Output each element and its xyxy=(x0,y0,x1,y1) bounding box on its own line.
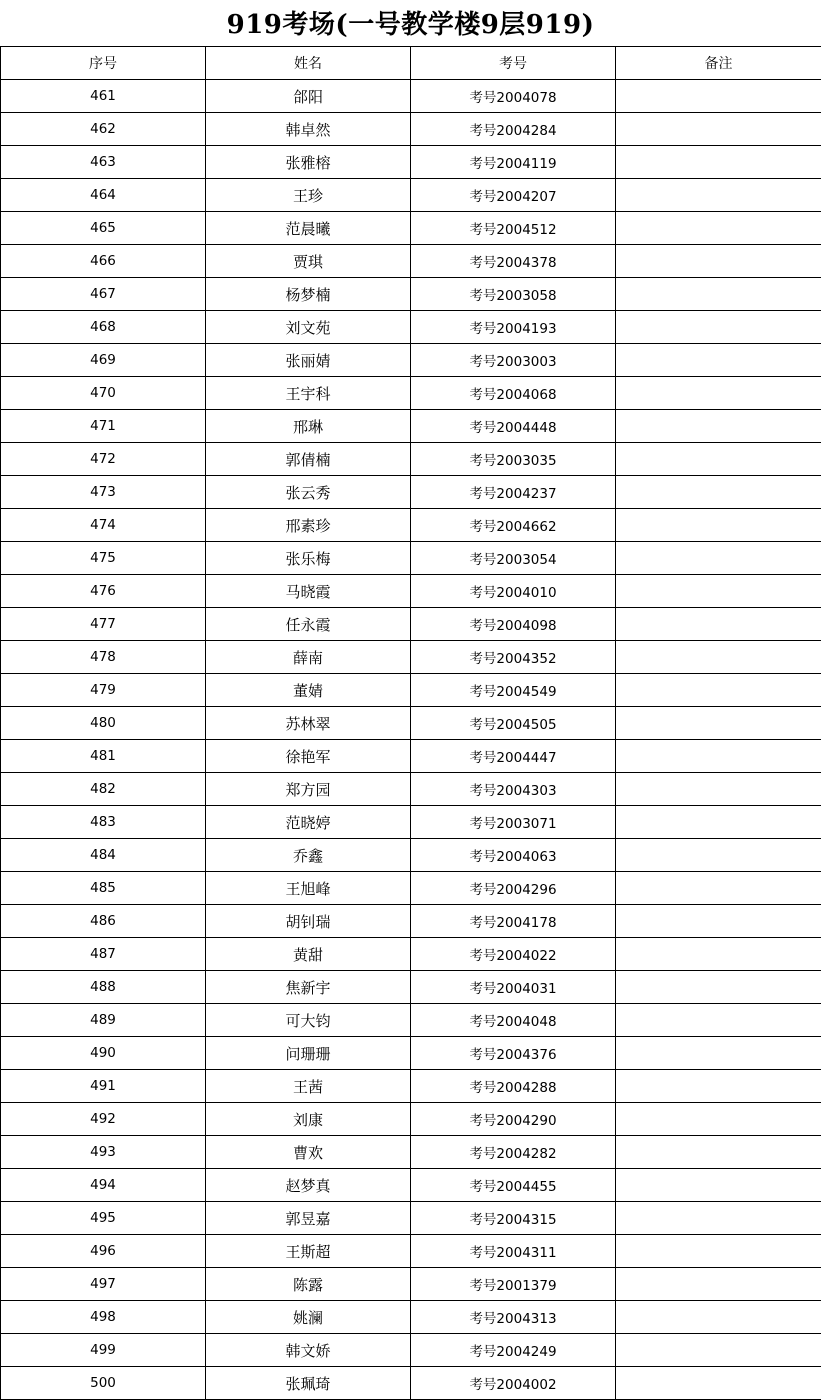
seq-cell: 496 xyxy=(1,1235,206,1268)
table-row xyxy=(1,1235,821,1268)
exam-number-cell: 考号2004207 xyxy=(411,179,616,212)
name-cell: 郭倩楠 xyxy=(206,443,411,476)
seq-cell: 482 xyxy=(1,773,206,806)
table-row xyxy=(1,806,821,839)
exam-number-cell: 考号2004315 xyxy=(411,1202,616,1235)
name-cell: 王旭峰 xyxy=(206,872,411,905)
remarks-cell xyxy=(616,509,821,542)
exam-number-cell: 考号2004284 xyxy=(411,113,616,146)
seq-cell: 470 xyxy=(1,377,206,410)
seq-cell: 466 xyxy=(1,245,206,278)
table-row xyxy=(1,1004,821,1037)
remarks-cell xyxy=(616,1334,821,1367)
exam-number-cell: 考号2004078 xyxy=(411,80,616,113)
table-row xyxy=(1,1268,821,1301)
table-row xyxy=(1,608,821,641)
name-cell: 刘康 xyxy=(206,1103,411,1136)
seq-cell: 487 xyxy=(1,938,206,971)
remarks-cell xyxy=(616,212,821,245)
seq-cell: 471 xyxy=(1,410,206,443)
exam-number-cell: 考号2003035 xyxy=(411,443,616,476)
exam-number-cell: 考号2004352 xyxy=(411,641,616,674)
exam-number-cell: 考号2001379 xyxy=(411,1268,616,1301)
remarks-cell xyxy=(616,608,821,641)
seq-cell: 500 xyxy=(1,1367,206,1400)
exam-number-cell: 考号2004010 xyxy=(411,575,616,608)
remarks-cell xyxy=(616,476,821,509)
page-title: 919考场(一号教学楼9层919) xyxy=(226,10,595,40)
exam-number-cell: 考号2004063 xyxy=(411,839,616,872)
table-row xyxy=(1,1367,821,1400)
remarks-cell xyxy=(616,542,821,575)
seq-cell: 497 xyxy=(1,1268,206,1301)
table-row xyxy=(1,113,821,146)
exam-number-cell: 考号2004448 xyxy=(411,410,616,443)
name-cell: 张雅榕 xyxy=(206,146,411,179)
exam-number-cell: 考号2003071 xyxy=(411,806,616,839)
table-row xyxy=(1,740,821,773)
table-row xyxy=(1,80,821,113)
table-row xyxy=(1,509,821,542)
seq-cell: 491 xyxy=(1,1070,206,1103)
name-cell: 张珮琦 xyxy=(206,1367,411,1400)
remarks-cell xyxy=(616,1103,821,1136)
table-row xyxy=(1,839,821,872)
remarks-cell xyxy=(616,146,821,179)
exam-number-cell: 考号2004048 xyxy=(411,1004,616,1037)
exam-number-cell: 考号2003058 xyxy=(411,278,616,311)
seq-cell: 498 xyxy=(1,1301,206,1334)
remarks-cell xyxy=(616,410,821,443)
remarks-cell xyxy=(616,773,821,806)
table-body xyxy=(1,80,821,1400)
seq-cell: 483 xyxy=(1,806,206,839)
exam-number-cell: 考号2004505 xyxy=(411,707,616,740)
table-row xyxy=(1,476,821,509)
name-cell: 刘文苑 xyxy=(206,311,411,344)
name-cell: 王珍 xyxy=(206,179,411,212)
table-row xyxy=(1,146,821,179)
seq-cell: 465 xyxy=(1,212,206,245)
seq-cell: 490 xyxy=(1,1037,206,1070)
name-cell: 任永霞 xyxy=(206,608,411,641)
name-cell: 韩卓然 xyxy=(206,113,411,146)
name-cell: 胡钊瑞 xyxy=(206,905,411,938)
name-cell: 苏林翠 xyxy=(206,707,411,740)
remarks-cell xyxy=(616,1037,821,1070)
table-row xyxy=(1,443,821,476)
remarks-cell xyxy=(616,872,821,905)
table-row xyxy=(1,410,821,443)
remarks-cell xyxy=(616,938,821,971)
exam-number-cell: 考号2004549 xyxy=(411,674,616,707)
exam-number-cell: 考号2004098 xyxy=(411,608,616,641)
column-header-exam-number: 考号 xyxy=(411,47,616,80)
exam-number-cell: 考号2004378 xyxy=(411,245,616,278)
remarks-cell xyxy=(616,311,821,344)
remarks-cell xyxy=(616,1136,821,1169)
seq-cell: 494 xyxy=(1,1169,206,1202)
remarks-cell xyxy=(616,1004,821,1037)
remarks-cell xyxy=(616,80,821,113)
name-cell: 贾琪 xyxy=(206,245,411,278)
name-cell: 乔鑫 xyxy=(206,839,411,872)
table-header-row xyxy=(1,47,821,80)
name-cell: 韩文娇 xyxy=(206,1334,411,1367)
seq-cell: 486 xyxy=(1,905,206,938)
column-header-name: 姓名 xyxy=(206,47,411,80)
exam-number-cell: 考号2004455 xyxy=(411,1169,616,1202)
name-cell: 黄甜 xyxy=(206,938,411,971)
seq-cell: 473 xyxy=(1,476,206,509)
exam-number-cell: 考号2003003 xyxy=(411,344,616,377)
exam-number-cell: 考号2004447 xyxy=(411,740,616,773)
table-row xyxy=(1,1301,821,1334)
seq-cell: 476 xyxy=(1,575,206,608)
seq-cell: 463 xyxy=(1,146,206,179)
table-row xyxy=(1,377,821,410)
seq-cell: 464 xyxy=(1,179,206,212)
seq-cell: 467 xyxy=(1,278,206,311)
remarks-cell xyxy=(616,575,821,608)
table-row xyxy=(1,905,821,938)
table-row xyxy=(1,311,821,344)
table-row xyxy=(1,1169,821,1202)
exam-number-cell: 考号2004031 xyxy=(411,971,616,1004)
exam-number-cell: 考号2004313 xyxy=(411,1301,616,1334)
name-cell: 张云秀 xyxy=(206,476,411,509)
table-row xyxy=(1,641,821,674)
remarks-cell xyxy=(616,905,821,938)
table-row xyxy=(1,938,821,971)
seq-cell: 474 xyxy=(1,509,206,542)
exam-number-cell: 考号2004288 xyxy=(411,1070,616,1103)
table-row xyxy=(1,707,821,740)
seq-cell: 485 xyxy=(1,872,206,905)
seq-cell: 489 xyxy=(1,1004,206,1037)
exam-number-cell: 考号2004119 xyxy=(411,146,616,179)
table-row xyxy=(1,773,821,806)
seq-cell: 479 xyxy=(1,674,206,707)
table-row xyxy=(1,1334,821,1367)
remarks-cell xyxy=(616,1268,821,1301)
name-cell: 范晓婷 xyxy=(206,806,411,839)
exam-number-cell: 考号2004662 xyxy=(411,509,616,542)
seating-table xyxy=(0,46,821,1400)
seq-cell: 488 xyxy=(1,971,206,1004)
remarks-cell xyxy=(616,1367,821,1400)
table-row xyxy=(1,971,821,1004)
remarks-cell xyxy=(616,245,821,278)
exam-number-cell: 考号2004178 xyxy=(411,905,616,938)
seq-cell: 478 xyxy=(1,641,206,674)
remarks-cell xyxy=(616,674,821,707)
table-row xyxy=(1,1202,821,1235)
seq-cell: 477 xyxy=(1,608,206,641)
remarks-cell xyxy=(616,1169,821,1202)
remarks-cell xyxy=(616,707,821,740)
remarks-cell xyxy=(616,1301,821,1334)
name-cell: 郭昱嘉 xyxy=(206,1202,411,1235)
exam-number-cell: 考号2004311 xyxy=(411,1235,616,1268)
exam-number-cell: 考号2004249 xyxy=(411,1334,616,1367)
name-cell: 曹欢 xyxy=(206,1136,411,1169)
table-row xyxy=(1,1103,821,1136)
seq-cell: 481 xyxy=(1,740,206,773)
table-row xyxy=(1,344,821,377)
remarks-cell xyxy=(616,839,821,872)
remarks-cell xyxy=(616,971,821,1004)
seq-cell: 493 xyxy=(1,1136,206,1169)
name-cell: 姚澜 xyxy=(206,1301,411,1334)
name-cell: 张丽婧 xyxy=(206,344,411,377)
name-cell: 邢琳 xyxy=(206,410,411,443)
seq-cell: 475 xyxy=(1,542,206,575)
exam-number-cell: 考号2004022 xyxy=(411,938,616,971)
exam-number-cell: 考号2004237 xyxy=(411,476,616,509)
name-cell: 张乐梅 xyxy=(206,542,411,575)
name-cell: 焦新宇 xyxy=(206,971,411,1004)
seq-cell: 468 xyxy=(1,311,206,344)
remarks-cell xyxy=(616,641,821,674)
table-row xyxy=(1,1037,821,1070)
exam-number-cell: 考号2004290 xyxy=(411,1103,616,1136)
remarks-cell xyxy=(616,113,821,146)
remarks-cell xyxy=(616,377,821,410)
remarks-cell xyxy=(616,1070,821,1103)
remarks-cell xyxy=(616,1235,821,1268)
exam-number-cell: 考号2004303 xyxy=(411,773,616,806)
exam-number-cell: 考号2004296 xyxy=(411,872,616,905)
exam-number-cell: 考号2004068 xyxy=(411,377,616,410)
seq-cell: 484 xyxy=(1,839,206,872)
name-cell: 问珊珊 xyxy=(206,1037,411,1070)
name-cell: 邢素珍 xyxy=(206,509,411,542)
seq-cell: 461 xyxy=(1,80,206,113)
table-row xyxy=(1,245,821,278)
table-row xyxy=(1,1136,821,1169)
table-row xyxy=(1,212,821,245)
table-row xyxy=(1,542,821,575)
table-row xyxy=(1,872,821,905)
remarks-cell xyxy=(616,344,821,377)
table-row xyxy=(1,179,821,212)
exam-number-cell: 考号2004376 xyxy=(411,1037,616,1070)
seq-cell: 462 xyxy=(1,113,206,146)
seq-cell: 499 xyxy=(1,1334,206,1367)
exam-number-cell: 考号2003054 xyxy=(411,542,616,575)
name-cell: 杨梦楠 xyxy=(206,278,411,311)
name-cell: 郃阳 xyxy=(206,80,411,113)
remarks-cell xyxy=(616,806,821,839)
table-row xyxy=(1,674,821,707)
remarks-cell xyxy=(616,179,821,212)
seq-cell: 469 xyxy=(1,344,206,377)
seq-cell: 472 xyxy=(1,443,206,476)
remarks-cell xyxy=(616,443,821,476)
name-cell: 范晨曦 xyxy=(206,212,411,245)
name-cell: 赵梦真 xyxy=(206,1169,411,1202)
column-header-seq: 序号 xyxy=(1,47,206,80)
seq-cell: 495 xyxy=(1,1202,206,1235)
table-row xyxy=(1,575,821,608)
table-row xyxy=(1,1070,821,1103)
exam-number-cell: 考号2004002 xyxy=(411,1367,616,1400)
remarks-cell xyxy=(616,1202,821,1235)
name-cell: 董婧 xyxy=(206,674,411,707)
exam-number-cell: 考号2004282 xyxy=(411,1136,616,1169)
seq-cell: 480 xyxy=(1,707,206,740)
name-cell: 可大钧 xyxy=(206,1004,411,1037)
column-header-remarks: 备注 xyxy=(616,47,821,80)
name-cell: 郑方园 xyxy=(206,773,411,806)
exam-number-cell: 考号2004512 xyxy=(411,212,616,245)
name-cell: 徐艳军 xyxy=(206,740,411,773)
table-row xyxy=(1,278,821,311)
exam-number-cell: 考号2004193 xyxy=(411,311,616,344)
remarks-cell xyxy=(616,740,821,773)
name-cell: 王斯超 xyxy=(206,1235,411,1268)
name-cell: 王茜 xyxy=(206,1070,411,1103)
name-cell: 王宇科 xyxy=(206,377,411,410)
seq-cell: 492 xyxy=(1,1103,206,1136)
name-cell: 薛南 xyxy=(206,641,411,674)
name-cell: 马晓霞 xyxy=(206,575,411,608)
remarks-cell xyxy=(616,278,821,311)
name-cell: 陈露 xyxy=(206,1268,411,1301)
